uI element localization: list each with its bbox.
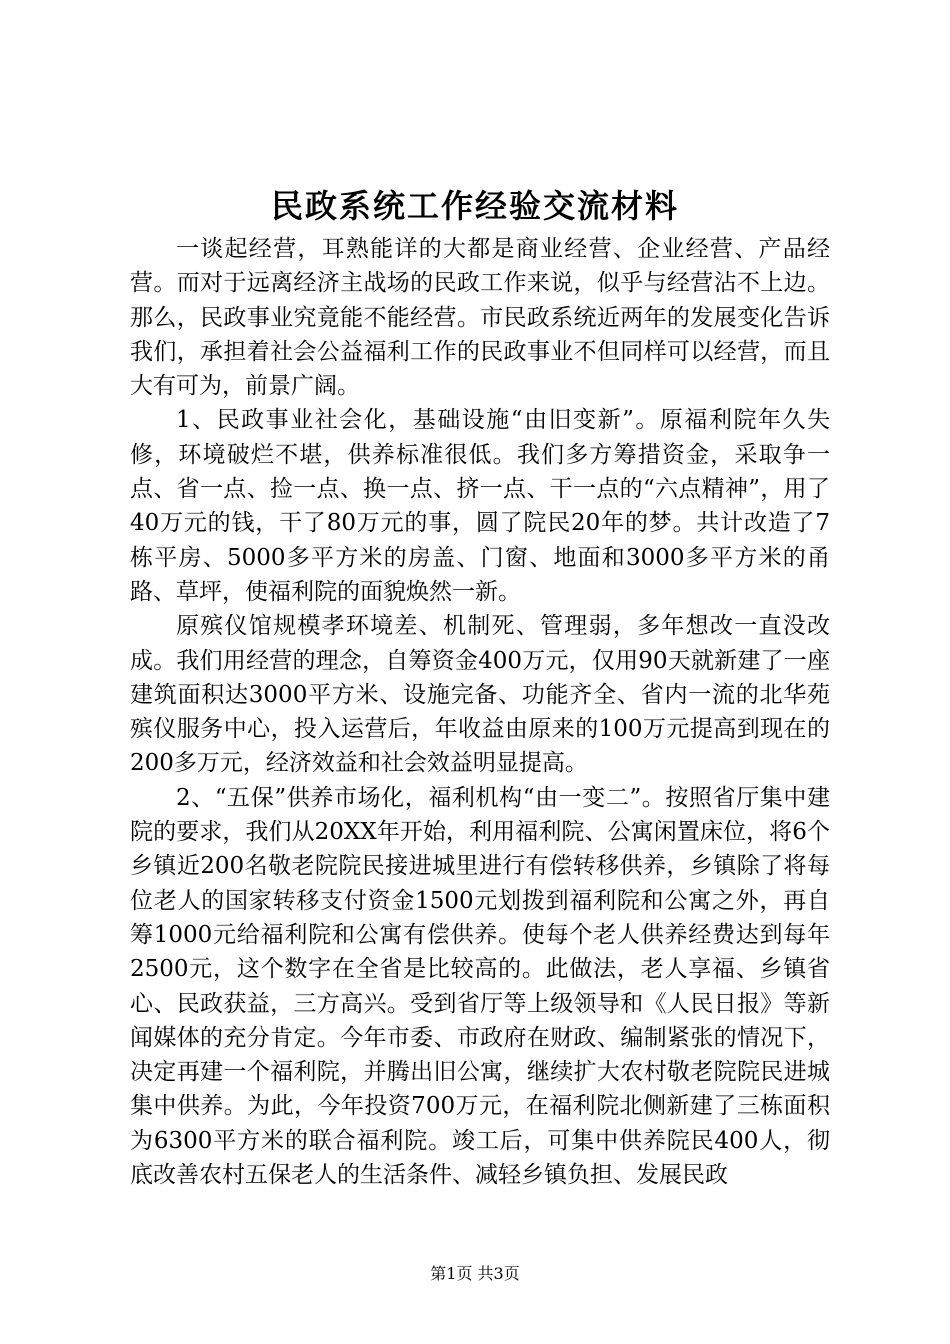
paragraph: 2、“五保”供养市场化，福利机构“由一变二”。按照省厅集中建院的要求，我们从20XX年开始，利用福利院、公寓闲置床位，将6个乡镇近200名敬老院院民接进城里进行有偿转移供养，乡镇除了将每位老人的国家转移支付资金1500元划拨到福利院和公寓之外，再自筹1000元给福利院和公寓有偿供养。使每个老人供养经费达到每年2500元，这个数字在全省是比较高的。此做法，老人享福、乡镇省心、民政获益，三方高兴。受到省厅等上级领导和《人民日报》等新闻媒体的充分肯定。今年市委、市政府在财政、编制紧张的情况下，决定再建一个福利院，并腾出旧公寓，继续扩大农村敬老院院民进城集中供养。为此，今年投资700万元，在福利院北侧新建了三栋面积为6300平方米的联合福利院。竣工后，可集中供养院民400人，彻底改善农村五保老人的生活条件、减轻乡镇负担、发展民政 — [130, 784, 830, 1189]
document-title: 民政系统工作经验交流材料 — [270, 187, 679, 225]
paragraph: 1、民政事业社会化，基础设施“由旧变新”。原福利院年久失修，环境破烂不堪，供养标准很低。我们多方筹措资金，采取争一点、省一点、捡一点、换一点、挤一点、干一点的“六点精神”，用了40万元的钱，干了80万元的事，圆了院民20年的梦。共计改造了7栋平房、5000多平方米的房盖、门窗、地面和3000多平方米的甬路、草坪，使福利院的面貌焕然一新。 — [130, 407, 830, 605]
document-body — [130, 232, 830, 1192]
page-footer: 第1页 共3页 — [430, 1264, 520, 1283]
paragraph: 一谈起经营，耳熟能详的大都是商业经营、企业经营、产品经营。而对于远离经济主战场的民政工作来说，似乎与经营沾不上边。那么，民政事业究竟能不能经营。市民政系统近两年的发展变化告诉我们，承担着社会公益福利工作的民政事业不但同样可以经营，而且大有可为，前景广阔。 — [130, 236, 830, 400]
paragraph: 原殡仪馆规模孝环境差、机制死、管理弱，多年想改一直没改成。我们用经营的理念，自筹资金400万元，仅用90天就新建了一座建筑面积达3000平方米、设施完备、功能齐全、省内一流的北华苑殡仪服务中心，投入运营后，年收益由原来的100万元提高到现在的200多万元，经济效益和社会效益明显提高。 — [130, 613, 830, 777]
